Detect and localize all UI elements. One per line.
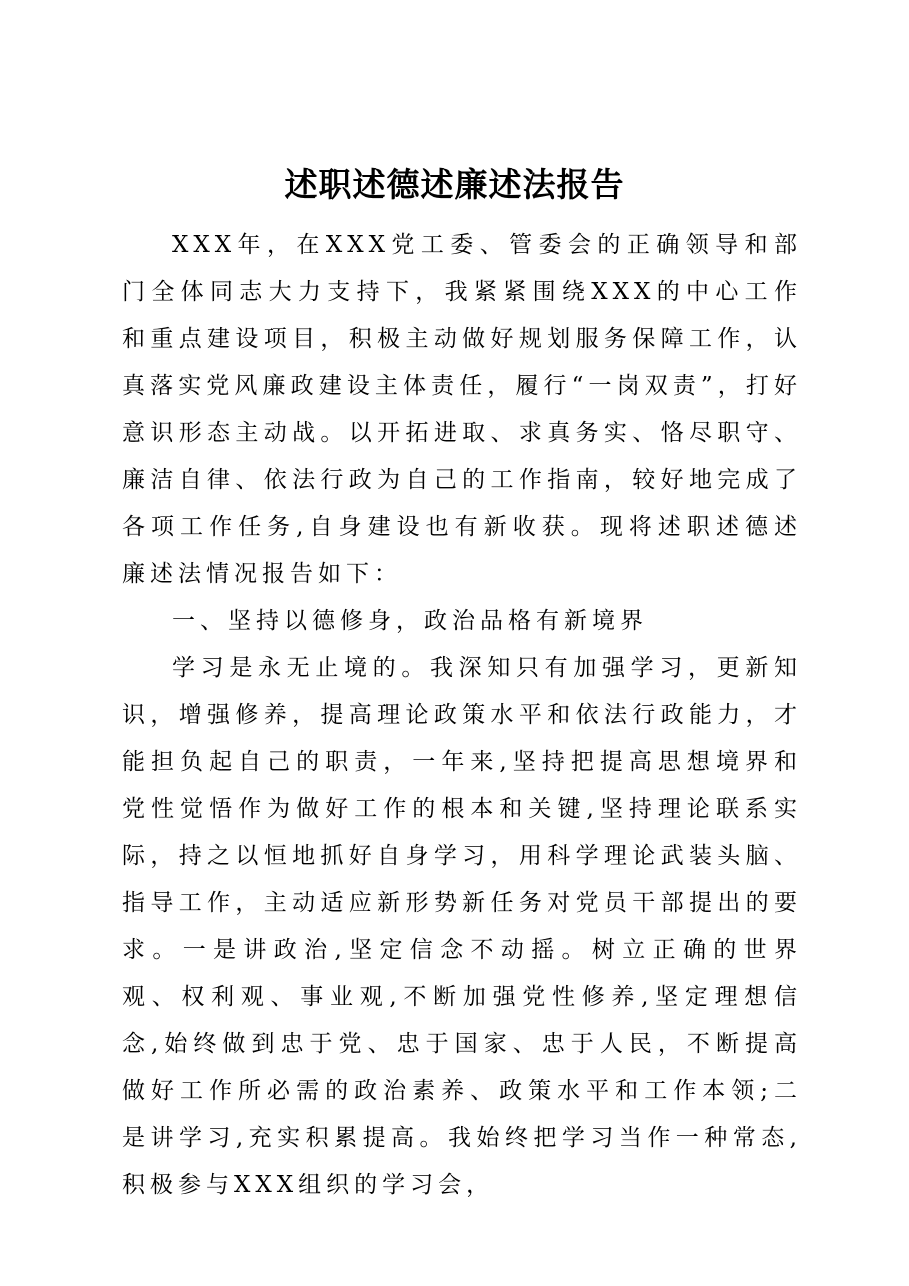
document-title: 述职述德述廉述法报告 (284, 165, 625, 204)
paragraph-intro: XXX年，在XXX党工委、管委会的正确领导和部门全体同志大力支持下，我紧紧围绕XXX的中心工作和重点建设项目，积极主动做好规划服务保障工作，认真落实党风廉政建设主体责任，履行“一岗双责”，打好意识形态主动战。以开拓进取、求真务实、恪尽职守、廉洁自律、依法行政为自己的工作指南，较好地完成了各项工作任务,自身建设也有新收获。现将述职述德述廉述法情况报告如下： (122, 232, 802, 587)
paragraph-study: 学习是永无止境的。我深知只有加强学习，更新知识，增强修养，提高理论政策水平和依法行政能力，才能担负起自己的职责，一年来,坚持把提高思想境界和党性觉悟作为做好工作的根本和关键,坚持理论联系实际，持之以恒地抓好自身学习，用科学理论武装头脑、指导工作，主动适应新形势新任务对党员干部提出的要求。一是讲政治,坚定信念不动摇。树立正确的世界观、权利观、事业观,不断加强党性修养,坚定理想信念,始终做到忠于党、忠于国家、忠于人民，不断提高做好工作所必需的政治素养、政策水平和工作本领;二是讲学习,充实积累提高。我始终把学习当作一种常态,积极参与XXX组织的学习会， (122, 655, 802, 1198)
section-heading-1: 一、坚持以德修身，政治品格有新境界 (172, 608, 648, 634)
document-body (122, 222, 802, 1209)
